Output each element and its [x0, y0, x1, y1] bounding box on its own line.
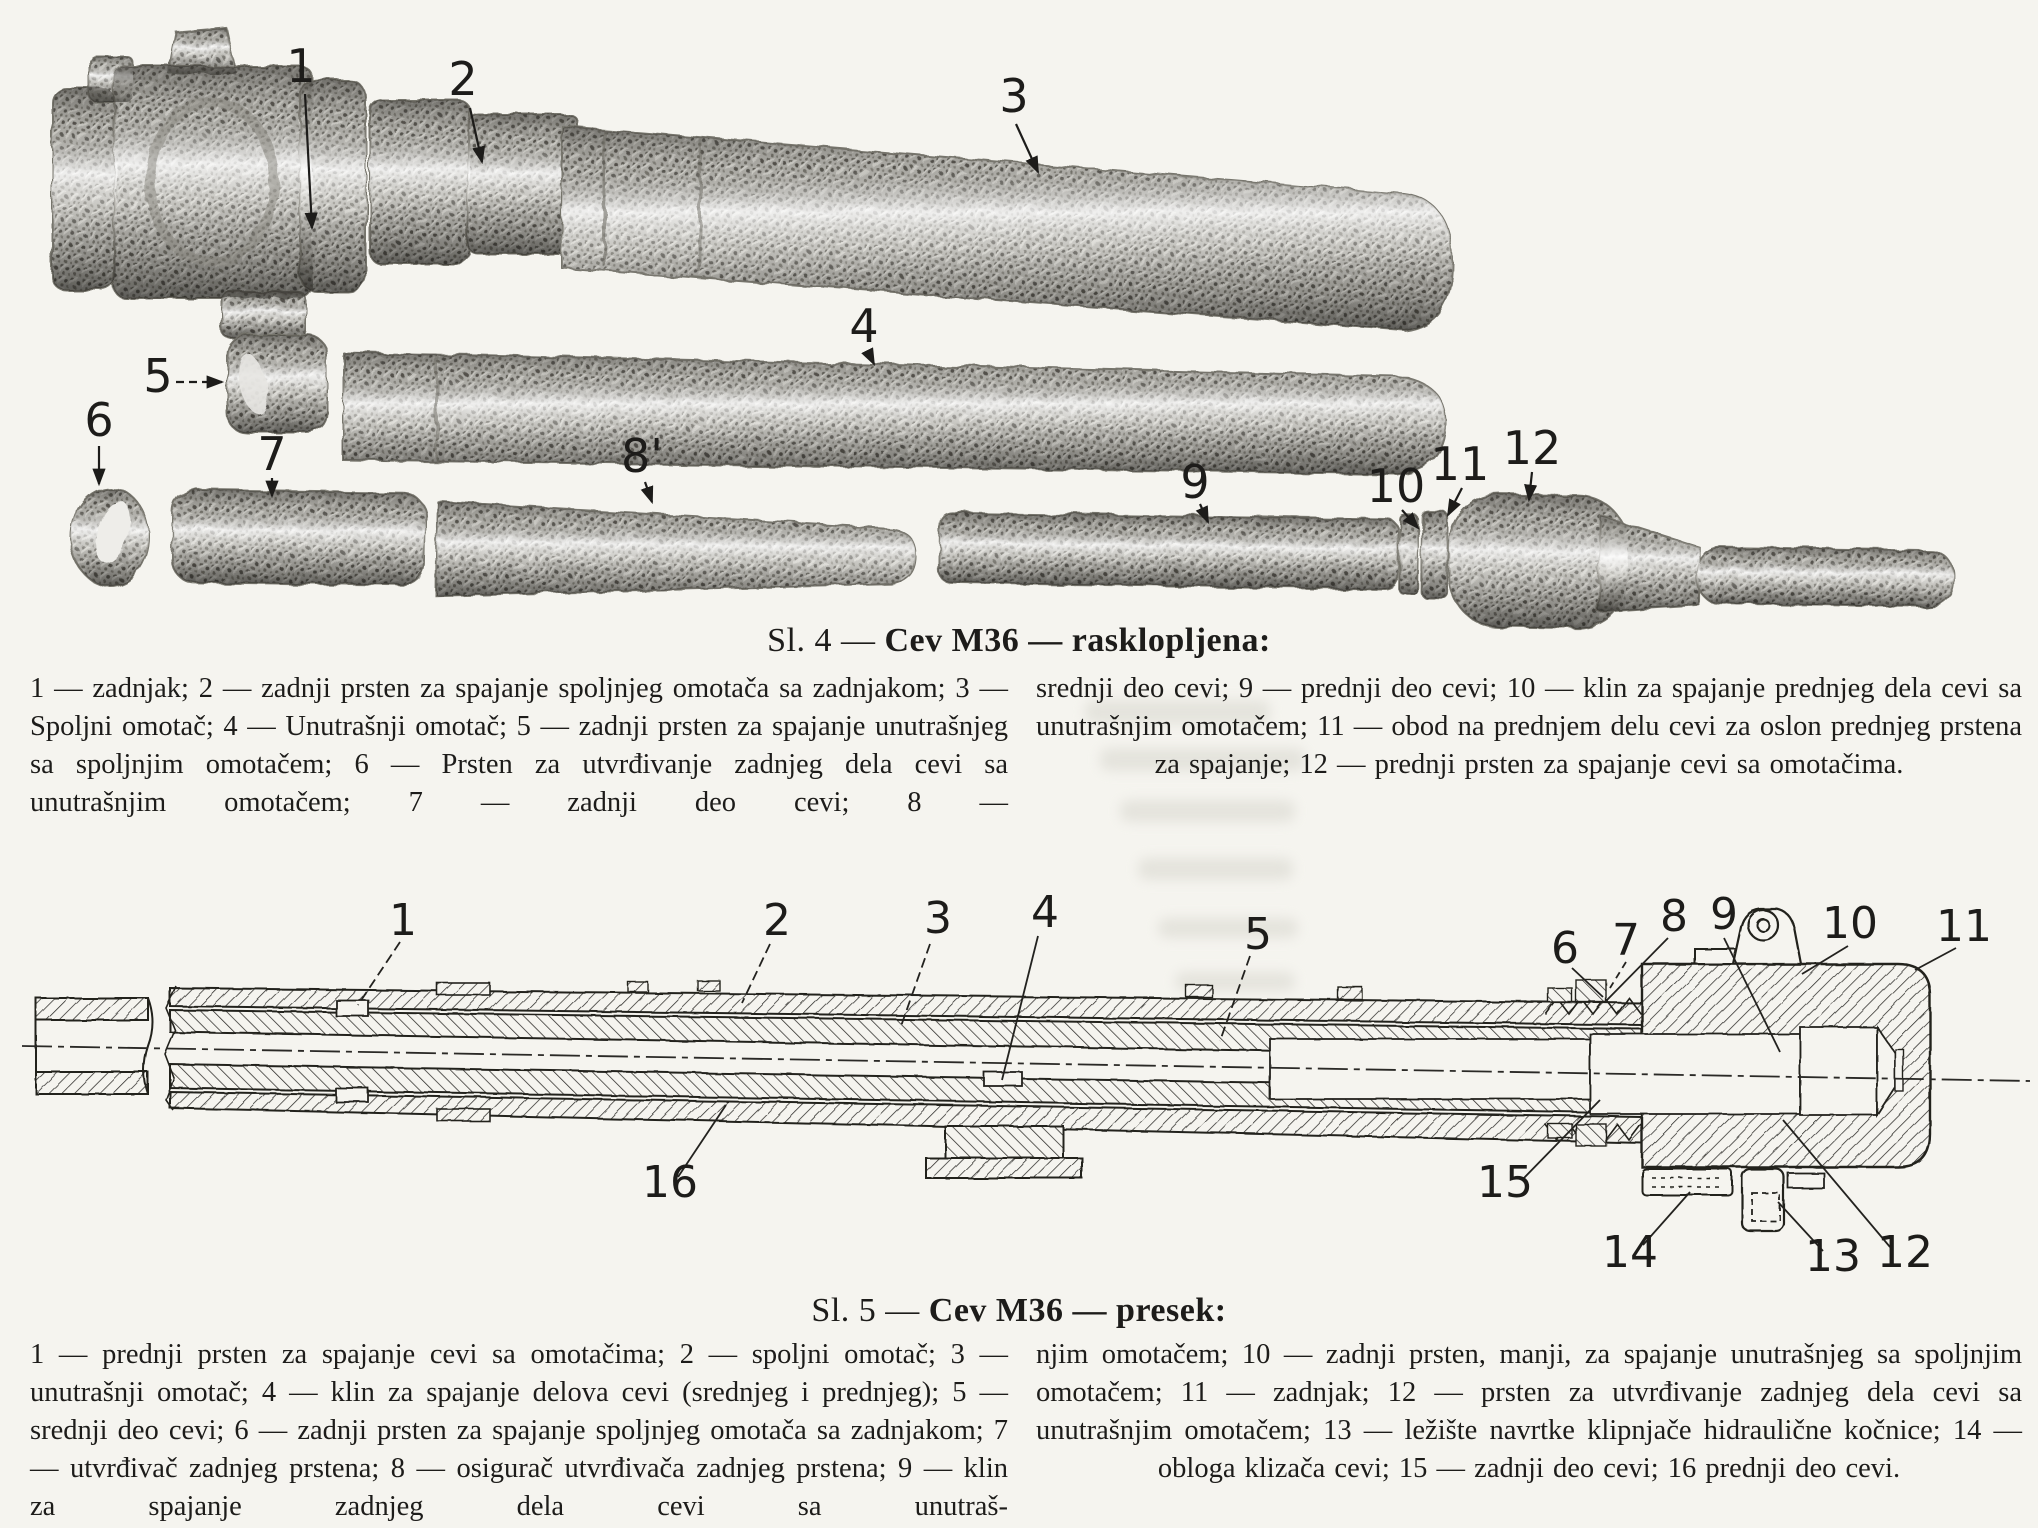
section-label-4: 4: [1031, 887, 1059, 938]
fig4-title-name: Cev M36: [884, 622, 1020, 659]
part-label-11: 11: [1430, 437, 1490, 491]
part-label-4: 4: [849, 299, 879, 353]
fig4-title-number: Sl. 4: [767, 622, 832, 659]
fig5-title-name: Cev M36: [928, 1292, 1064, 1329]
part-label-6: 6: [84, 393, 114, 447]
piston-rod-nut-seat: [1742, 1169, 1824, 1231]
part-label-10: 10: [1366, 459, 1426, 513]
fig4-title-dash: —: [840, 622, 876, 659]
section-label-8: 8: [1660, 891, 1688, 942]
figure-sl5-barrel-cross-section: [0, 862, 2038, 1294]
fixing-ring-photo: [71, 488, 149, 586]
part-label-3: 3: [999, 69, 1029, 123]
part-label-12: 12: [1502, 421, 1562, 475]
section-label-10: 10: [1822, 898, 1878, 949]
fig4-title-dash2: —: [1028, 622, 1063, 659]
breech-part-photo: [52, 28, 366, 338]
inner-casing-tube-photo: [343, 352, 1446, 474]
figure-sl5-title: [0, 1292, 2038, 1330]
muzzle-fragment-section: [36, 998, 153, 1094]
fig5-title-number: Sl. 5: [811, 1292, 877, 1329]
section-label-9: 9: [1710, 889, 1738, 940]
part-label-5: 5: [143, 349, 173, 403]
part-label-8: 8': [621, 429, 663, 483]
section-label-3: 3: [924, 893, 952, 944]
rear-joining-ring-photo: [227, 335, 327, 433]
fig4-title-kind: rasklopljena:: [1071, 622, 1271, 659]
section-label-2: 2: [763, 895, 791, 946]
slide-pad-section: [926, 1126, 1082, 1178]
barrel-sections-photo: [172, 476, 1955, 633]
figure-sl4-disassembled-barrel: [0, 0, 2038, 660]
figure-sl4-title: [0, 622, 2038, 660]
fig5-title-dash: —: [885, 1292, 920, 1329]
fig5-caption-right-column: njim omotačem; 10 — zadnji prsten, manji, za spajanje unutrašnjeg sa spoljnjim omotačem; 11 — zadnjak; 12 — prsten za utvrđivanje zadnjeg dela cevi sa unutrašnjim omotačem; 13 — ležište navrtke klipnjače hidraulične kočnice; 14 — obloga klizača cevi; 15 — zadnji deo cevi; 16 prednji deo cevi.: [1036, 1339, 2022, 1484]
section-label-1: 1: [389, 895, 417, 946]
section-drawing-group: [36, 909, 1930, 1231]
section-label-5: 5: [1244, 909, 1272, 960]
part-label-2: 2: [448, 52, 478, 106]
section-label-7: 7: [1612, 915, 1640, 966]
fig5-title-dash2: —: [1072, 1292, 1108, 1329]
part-label-9: 9: [1180, 455, 1210, 509]
bleedthrough-smudge: [1120, 800, 1295, 822]
section-label-6: 6: [1551, 923, 1579, 974]
fig5-caption-left-column: 1 — prednji prsten za spajanje cevi sa omotačima; 2 — spoljni omotač; 3 — unutrašnji omotač; 4 — klin za spajanje delova cevi (srednjeg i prednjeg); 5 — srednji deo cevi; 6 — zadnji prsten za spajanje spoljnjeg omotača sa zadnjakom; 7 — utvrđivač zadnjeg prstena; 8 — osigurač utvrđivača zadnjeg prstena; 9 — klin za spajanje zadnjeg dela cevi sa unutraš-: [30, 1339, 1008, 1522]
section-label-15: 15: [1477, 1157, 1533, 1208]
section-label-16: 16: [642, 1157, 698, 1208]
section-label-12: 12: [1877, 1227, 1933, 1278]
fig5-title-kind: presek:: [1116, 1292, 1227, 1329]
slider-lining-plate: [1642, 1169, 1732, 1195]
section-label-14: 14: [1602, 1227, 1658, 1278]
fig4-caption-left-column: 1 — zadnjak; 2 — zadnji prsten za spajanje spoljnjeg omotača sa zadnjakom; 3 — Spoljni omotač; 4 — Unutrašnji omotač; 5 — zadnji prsten za spajanje unutrašnjeg sa spoljnjim omotačem; 6 — Prsten za utvrđivanje zadnjeg dela cevi sa unutrašnjim omotačem; 7 — zadnji deo cevi; 8 —: [30, 673, 1008, 818]
fig4-caption-right-column: srednji deo cevi; 9 — prednji deo cevi; 10 — klin za spajanje prednjeg dela cevi sa unutrašnjim omotačem; 11 — obod na prednjem delu cevi za oslon prednjeg prstena za spajanje; 12 — prednji prsten za spajanje cevi sa omotačima.: [1036, 673, 2022, 780]
section-label-13: 13: [1805, 1231, 1861, 1282]
outer-casing-tube-photo: [562, 126, 1452, 330]
part-label-7: 7: [257, 427, 287, 481]
part-label-1: 1: [286, 39, 316, 93]
section-label-11: 11: [1936, 901, 1992, 952]
